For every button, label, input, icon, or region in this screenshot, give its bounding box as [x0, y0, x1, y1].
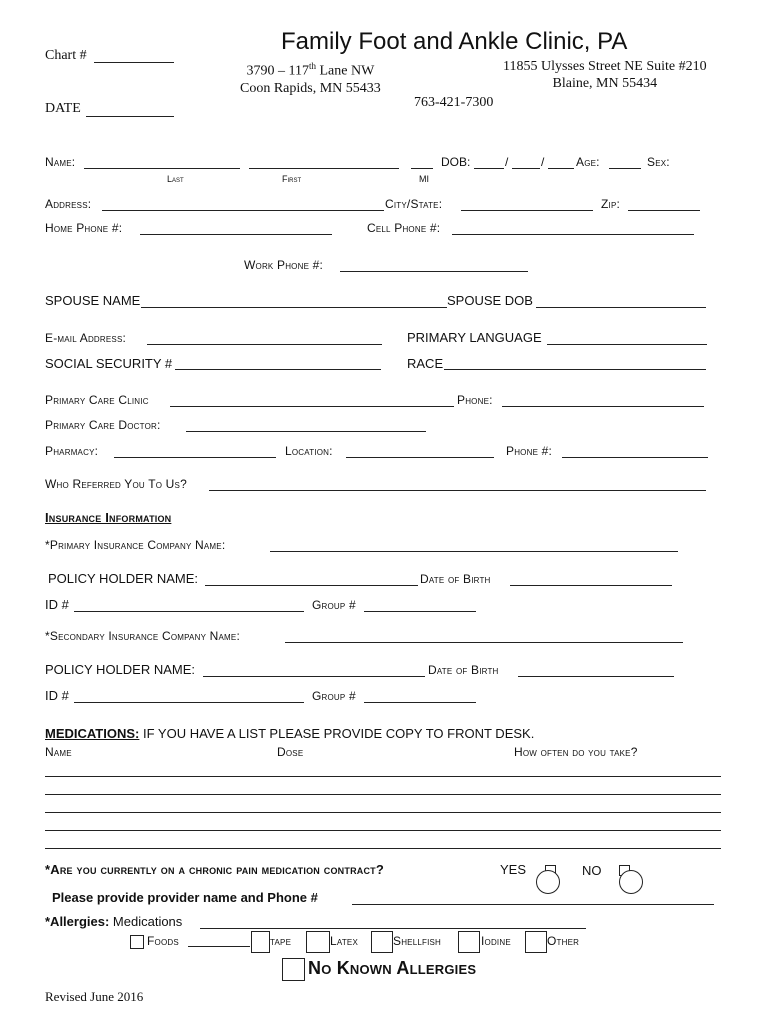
- dob-label: DOB:: [441, 155, 471, 169]
- spouse-name-field[interactable]: [141, 307, 447, 308]
- location-label: Location:: [285, 444, 333, 458]
- medications-title: MEDICATIONS:: [45, 726, 140, 741]
- work-phone-field[interactable]: [340, 271, 528, 272]
- id-field[interactable]: [74, 611, 304, 612]
- insurance-heading: Insurance Information: [45, 510, 172, 525]
- foods-label: Foods: [147, 934, 179, 948]
- yes-circle[interactable]: [536, 870, 560, 894]
- nka-checkbox[interactable]: [282, 958, 305, 981]
- last-name-field[interactable]: [84, 168, 240, 169]
- no-label: NO: [582, 863, 602, 878]
- revised-date: Revised June 2016: [45, 989, 144, 1004]
- primary-language-label: PRIMARY LANGUAGE: [407, 330, 542, 345]
- spouse-dob-label: SPOUSE DOB: [447, 293, 533, 308]
- medications-instruction: IF YOU HAVE A LIST PLEASE PROVIDE COPY TO FRONT DESK.: [139, 726, 535, 741]
- col-how-often-label: How often do you take?: [514, 745, 638, 759]
- policy-holder-label: POLICY HOLDER NAME:: [48, 571, 199, 586]
- pharmacy-field[interactable]: [114, 457, 276, 458]
- secondary-company-label: *Secondary Insurance Company Name:: [45, 629, 240, 643]
- last-caption: Last: [167, 174, 184, 184]
- allergies-row: [45, 914, 182, 929]
- mi-caption: MI: [419, 174, 429, 184]
- latex-checkbox[interactable]: [306, 931, 330, 953]
- policy-holder2-field[interactable]: [203, 676, 425, 677]
- home-phone-field[interactable]: [140, 234, 332, 235]
- foods-checkbox[interactable]: [130, 935, 144, 949]
- group2-field[interactable]: [364, 702, 476, 703]
- allergies-medications-label: Medications: [109, 914, 183, 929]
- referred-label: Who Referred You To Us?: [45, 477, 187, 491]
- id2-label: ID #: [45, 688, 69, 703]
- id-label: ID #: [45, 597, 69, 612]
- medication-line-5[interactable]: [45, 848, 721, 849]
- ssn-field[interactable]: [175, 369, 381, 370]
- pharmacy-phone-label: Phone #:: [506, 444, 553, 458]
- city-state-field[interactable]: [461, 210, 593, 211]
- clinic-phone: 763-421-7300: [414, 95, 494, 110]
- id2-field[interactable]: [74, 702, 304, 703]
- address-coon-rapids: [240, 58, 381, 97]
- address-field[interactable]: [102, 210, 384, 211]
- ssn-label: SOCIAL SECURITY #: [45, 356, 173, 371]
- clinic-name: Family Foot and Ankle Clinic, PA: [281, 28, 628, 55]
- medications-heading: [45, 726, 534, 741]
- tape-checkbox[interactable]: [251, 931, 270, 953]
- address-blaine: [503, 58, 707, 92]
- dob-month-field[interactable]: [474, 168, 504, 169]
- policy-holder2-dob-field[interactable]: [518, 676, 674, 677]
- medication-line-1[interactable]: [45, 776, 721, 777]
- pcc-label: Primary Care Clinic: [45, 393, 149, 407]
- policy-holder-dob-label: Date of Birth: [420, 572, 491, 586]
- iodine-label: Iodine: [481, 934, 511, 948]
- nka-label: No Known Allergies: [308, 958, 477, 978]
- medication-line-2[interactable]: [45, 794, 721, 795]
- name-label: Name:: [45, 155, 76, 169]
- pharmacy-label: Pharmacy:: [45, 444, 99, 458]
- group-label: Group #: [312, 598, 356, 612]
- address-label: Address:: [45, 197, 92, 211]
- cell-phone-field[interactable]: [452, 234, 694, 235]
- age-field[interactable]: [609, 168, 641, 169]
- spouse-dob-field[interactable]: [536, 307, 706, 308]
- primary-company-field[interactable]: [270, 551, 678, 552]
- primary-language-field[interactable]: [547, 344, 707, 345]
- no-circle[interactable]: [619, 870, 643, 894]
- dob-sep-1: /: [505, 155, 509, 169]
- pcd-field[interactable]: [186, 431, 426, 432]
- chart-field[interactable]: [94, 62, 174, 63]
- first-name-field[interactable]: [249, 168, 399, 169]
- secondary-company-field[interactable]: [285, 642, 683, 643]
- work-phone-label: Work Phone #:: [244, 258, 324, 272]
- dob-day-field[interactable]: [512, 168, 540, 169]
- policy-holder-field[interactable]: [205, 585, 418, 586]
- date-label: DATE: [45, 101, 81, 116]
- other-label: Other: [547, 934, 580, 948]
- medication-line-3[interactable]: [45, 812, 721, 813]
- policy-holder2-dob-label: Date of Birth: [428, 663, 499, 677]
- group2-label: Group #: [312, 689, 356, 703]
- provider-field[interactable]: [352, 904, 714, 905]
- address-blaine-line2: Blaine, MN 55434: [552, 76, 658, 91]
- shellfish-label: Shellfish: [393, 934, 442, 948]
- address-blaine-line1: 11855 Ulysses Street NE Suite #210: [503, 59, 707, 74]
- pcd-label: Primary Care Doctor:: [45, 418, 161, 432]
- primary-company-label: *Primary Insurance Company Name:: [45, 538, 226, 552]
- first-caption: First: [282, 174, 302, 184]
- address-coon-rapids-line1: 3790 – 117th Lane NW: [246, 61, 375, 79]
- spouse-name-label: SPOUSE NAME: [45, 293, 141, 308]
- race-label: RACE: [407, 356, 444, 371]
- shellfish-checkbox[interactable]: [371, 931, 393, 953]
- email-label: E-mail Address:: [45, 331, 127, 345]
- other-checkbox[interactable]: [525, 931, 547, 953]
- dob-sep-2: /: [541, 155, 545, 169]
- age-label: Age:: [576, 155, 600, 169]
- home-phone-label: Home Phone #:: [45, 221, 123, 235]
- chart-label: Chart #: [45, 48, 87, 63]
- referred-field[interactable]: [209, 490, 706, 491]
- foods-field[interactable]: [188, 946, 250, 947]
- city-state-label: City/State:: [385, 197, 443, 211]
- policy-holder-dob-field[interactable]: [510, 585, 672, 586]
- medication-line-4[interactable]: [45, 830, 721, 831]
- email-field[interactable]: [147, 344, 382, 345]
- zip-label: Zip:: [601, 197, 621, 211]
- date-field[interactable]: [86, 116, 174, 117]
- pain-contract-question: *Are you currently on a chronic pain medication contract?: [45, 862, 385, 877]
- location-field[interactable]: [346, 457, 494, 458]
- policy-holder2-label: POLICY HOLDER NAME:: [45, 662, 196, 677]
- address-coon-rapids-line2: Coon Rapids, MN 55433: [240, 80, 381, 96]
- tape-label: tape: [270, 934, 292, 948]
- col-dose-label: Dose: [277, 745, 304, 759]
- zip-field[interactable]: [628, 210, 700, 211]
- group-field[interactable]: [364, 611, 476, 612]
- allergies-label: *Allergies:: [45, 914, 110, 929]
- allergies-medications-field[interactable]: [200, 928, 586, 929]
- provider-label: Please provide provider name and Phone #: [52, 890, 318, 905]
- race-field[interactable]: [444, 369, 706, 370]
- cell-phone-label: Cell Phone #:: [367, 221, 441, 235]
- sex-label: Sex:: [647, 155, 670, 169]
- col-name-label: Name: [45, 745, 72, 759]
- pcc-phone-field[interactable]: [502, 406, 704, 407]
- pcc-field[interactable]: [170, 406, 454, 407]
- dob-year-field[interactable]: [548, 168, 574, 169]
- pharmacy-phone-field[interactable]: [562, 457, 708, 458]
- yes-label: YES: [500, 862, 527, 877]
- pcc-phone-label: Phone:: [457, 393, 493, 407]
- middle-initial-field[interactable]: [411, 168, 433, 169]
- iodine-checkbox[interactable]: [458, 931, 480, 953]
- latex-label: Latex: [330, 934, 358, 948]
